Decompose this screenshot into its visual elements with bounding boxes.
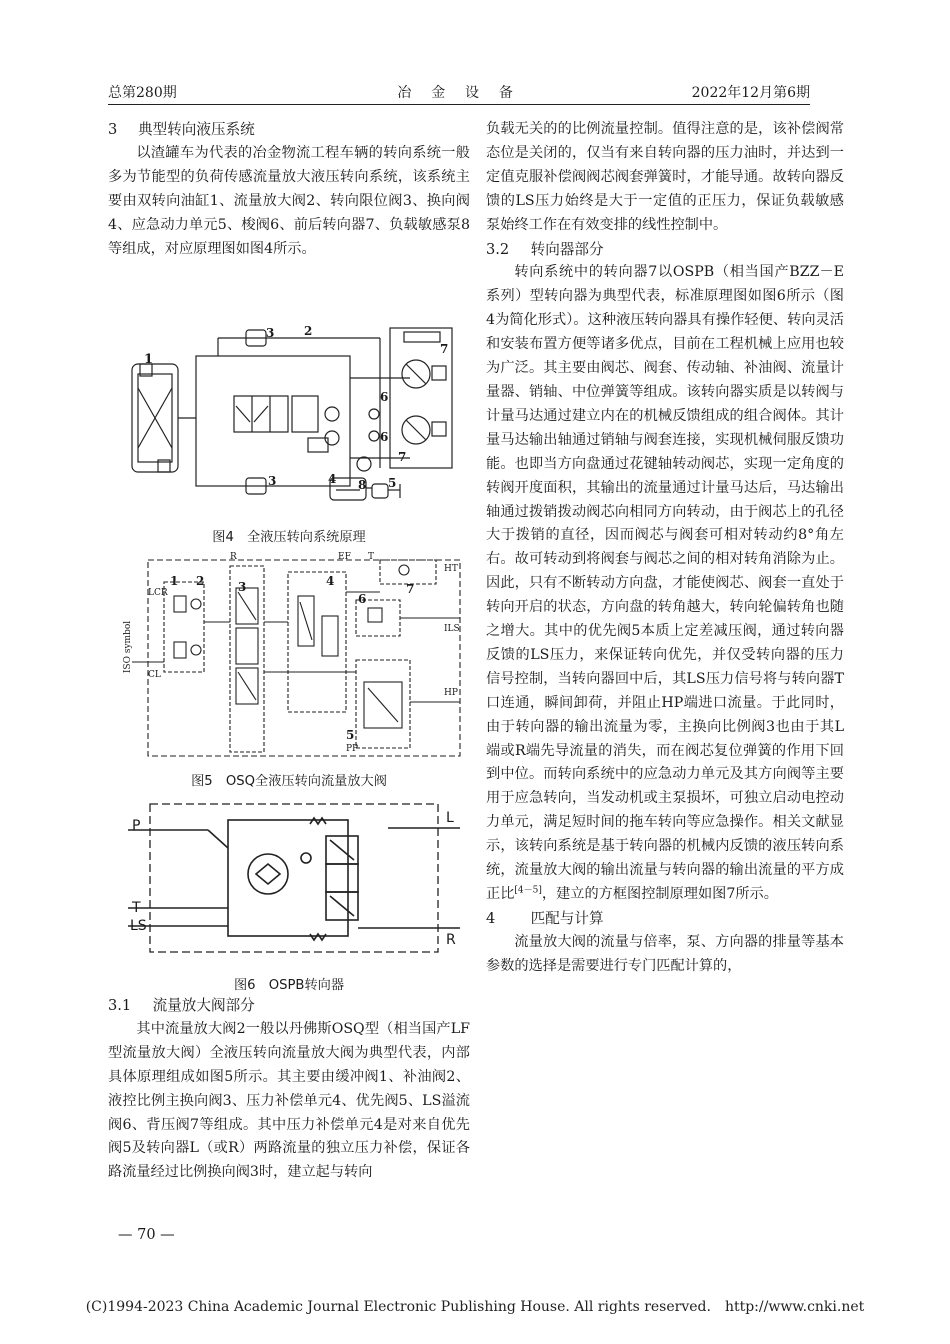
figure-5-caption: 图5 OSQ全液压转向流量放大阀: [191, 774, 387, 789]
section-3-heading: [108, 118, 470, 142]
figure-4-diagram: [118, 318, 470, 514]
fig5-label-7: 7: [406, 582, 415, 596]
header-journal-title: 冶 金 设 备: [397, 85, 521, 101]
fig4-label-1: 1: [144, 352, 154, 367]
fig5-label-3: 3: [238, 580, 247, 594]
fig4-label-6-upper: 6: [380, 390, 389, 404]
left-column-top: [108, 118, 470, 261]
figure-5-diagram: [118, 552, 470, 764]
header-issue-total: 总第280期: [108, 85, 177, 101]
section-3-paragraph: 以渣罐车为代表的冶金物流工程车辆的转向系统一般多为节能型的负荷传感流量放大液压转向系统，该系统主要由双转向油缸1、流量放大阀2、转向限位阀3、换向阀4、应急动力单元5、梭阀6、前后转向器7、负载敏感泵8等组成，对应原理图如图4所示。: [108, 144, 470, 257]
fig5-label-cl: CL: [148, 670, 161, 680]
left-column-bottom: [108, 994, 470, 1185]
fig5-label-r: R: [230, 552, 237, 562]
fig5-label-ef: EF: [338, 552, 351, 562]
fig6-label-p: P: [132, 818, 141, 834]
right-column: [486, 118, 844, 979]
fig4-label-3-bottom: 3: [268, 474, 277, 488]
section-3-2-text: 转向系统中的转向器7以OSPB（相当国产BZZ－E系列）型转向器为典型代表，标准原理图如图6所示（图4为简化形式）。这种液压转向器具有操作轻便、转向灵活和安装布置方便等诸多优点，目前在工程机械上应用也较为广泛。其主要由阀芯、阀套、传动轴、补油阀、流量计量器、销轴、中位弹簧等组成。该转向器实质是以转阀与计量马达通过建立内在的机械反馈组成的组合阀体。其计量马达输出轴通过销轴与阀套连接，实现机械伺服反馈功能。也即当方向盘通过花键轴转动阀芯，实现一定角度的转阀开度面积，其输出的流量通过计量马达后，马达输出轴通过拨销拨动阀芯向相同方向转动，由于阀芯上的孔径大于拨销的直径，因而阀芯与阀套可相对转动约8°角左右。故可转动到将阀套与阀芯之间的相对转角消除为止。因此，只有不断转动方向盘，才能使阀芯、阀套一直处于转向开启的状态，方向盘的转角越大，转向轮偏转角也随之增大。其中的优先阀5本质上定差减压阀，通过转向器反馈的LS压力，来保证转向优先，并仅受转向器的压力信号控制，当转向器回中后，其LS压力信号将与转向器T口连通，瞬间卸荷，并阻止HP端进口流量。于此同时，由于转向器的输出流量为零，主换向比例阀3也由于其L端或R端先导流量的消失，而在阀芯复位弹簧的作用下回到中位。而转向系统中的应急动力单元及其方向阀等主要用于应急转向，当发动机或主泵损坏，可独立启动电控动力单元，满足短时间的拖车转向等应急操作。相关文献显示，该转向系统是基于转向器的机械内反馈的液压转向系统，流量放大阀的输出流量与转向器的输出流量的平方成正比: [486, 264, 844, 902]
fig6-label-ls: LS: [130, 918, 147, 934]
section-3-1-title: 流量放大阀部分: [152, 997, 255, 1014]
fig5-label-t: T: [368, 552, 375, 562]
section-4-title: 匹配与计算: [530, 909, 604, 927]
fig5-label-6: 6: [358, 592, 367, 606]
fig4-label-3-top: 3: [266, 326, 275, 340]
fig5-label-lcr: LCR: [148, 588, 168, 598]
figure-6-diagram: [128, 800, 460, 960]
section-3-title: 典型转向液压系统: [138, 121, 255, 138]
fig4-label-2: 2: [304, 324, 313, 338]
fig4-label-5: 5: [388, 476, 397, 490]
page-number: — 70 —: [118, 1227, 175, 1243]
section-3-2-paragraph: [486, 261, 844, 906]
fig5-label-2: 2: [196, 574, 205, 588]
fig5-label-pp: PP: [346, 744, 359, 754]
section-3-1-heading: [108, 994, 470, 1018]
fig5-label-1: 1: [170, 574, 179, 588]
fig5-label-iso-symbol: ISO symbol: [123, 620, 134, 674]
fig4-label-7: 7: [398, 450, 407, 464]
figure-6-svg: [128, 800, 460, 960]
section-4-paragraph: 流量放大阀的流量与倍率，泵、方向器的排量等基本参数的选择是需要进行专门匹配计算的，: [486, 933, 844, 974]
section-3-1-paragraph: 其中流量放大阀2一般以丹佛斯OSQ型（相当国产LF型流量放大阀）全液压转向流量放大阀为典型代表，内部具体原理组成如图5所示。其主要由缓冲阀1、补油阀2、液控比例主换向阀3、压力补偿单元4、优先阀5、LS溢流阀6、背压阀7等组成。其中压力补偿单元4是对来自优先阀5及转向器L（或R）两路流量的独立压力补偿，保证各路流量经过比例换向阀3时，建立起与转向: [108, 1020, 470, 1181]
fig4-label-4: 4: [328, 472, 337, 486]
header-issue-date: 2022年12月第6期: [691, 85, 810, 101]
section-4-heading: [486, 907, 844, 931]
fig4-label-7-upper: 7: [440, 342, 449, 356]
fig6-label-r: R: [446, 932, 456, 948]
fig5-label-5: 5: [346, 728, 355, 742]
fig5-label-4: 4: [326, 574, 335, 588]
figure-4-svg: [118, 318, 470, 514]
fig5-label-hp: HP: [444, 688, 458, 698]
section-3-1-number: 3.1: [108, 997, 132, 1014]
fig5-label-ils: ILS: [444, 624, 460, 634]
citation-4-5[interactable]: [4－5]: [514, 885, 542, 896]
figure-6-caption: 图6 OSPB转向器: [233, 978, 345, 993]
fig6-label-t: T: [132, 900, 141, 916]
fig5-label-ht: HT: [444, 564, 458, 574]
page-header: [108, 80, 810, 105]
section-3-2-heading: [486, 238, 844, 262]
fig4-label-8: 8: [358, 478, 367, 492]
section-3-2-title: 转向器部分: [530, 240, 604, 258]
copyright-footer: (C)1994-2023 China Academic Journal Electronic Publishing House. All rights reserved. http://www.cnki.net: [85, 1299, 865, 1315]
section-3-2-text-end: ，建立的方框图控制原理如图7所示。: [541, 886, 778, 902]
section-3-1-paragraph-continued: 负载无关的的比例流量控制。值得注意的是，该补偿阀常态位是关闭的，仅当有来自转向器的压力油时，并达到一定值克服补偿阀阀芯阀套弹簧时，才能导通。故转向器反馈的LS压力始终是大于一定值的正压力，保证负载敏感泵始终工作在有效变排的线性控制中。: [486, 121, 844, 233]
section-3-2-number: 3.2: [486, 240, 510, 258]
section-4-number: 4: [486, 909, 496, 927]
section-3-number: 3: [108, 121, 118, 138]
figure-4-caption: 图4 全液压转向系统原理: [212, 530, 366, 545]
fig6-label-l: L: [446, 810, 454, 826]
fig4-label-6: 6: [380, 430, 389, 444]
